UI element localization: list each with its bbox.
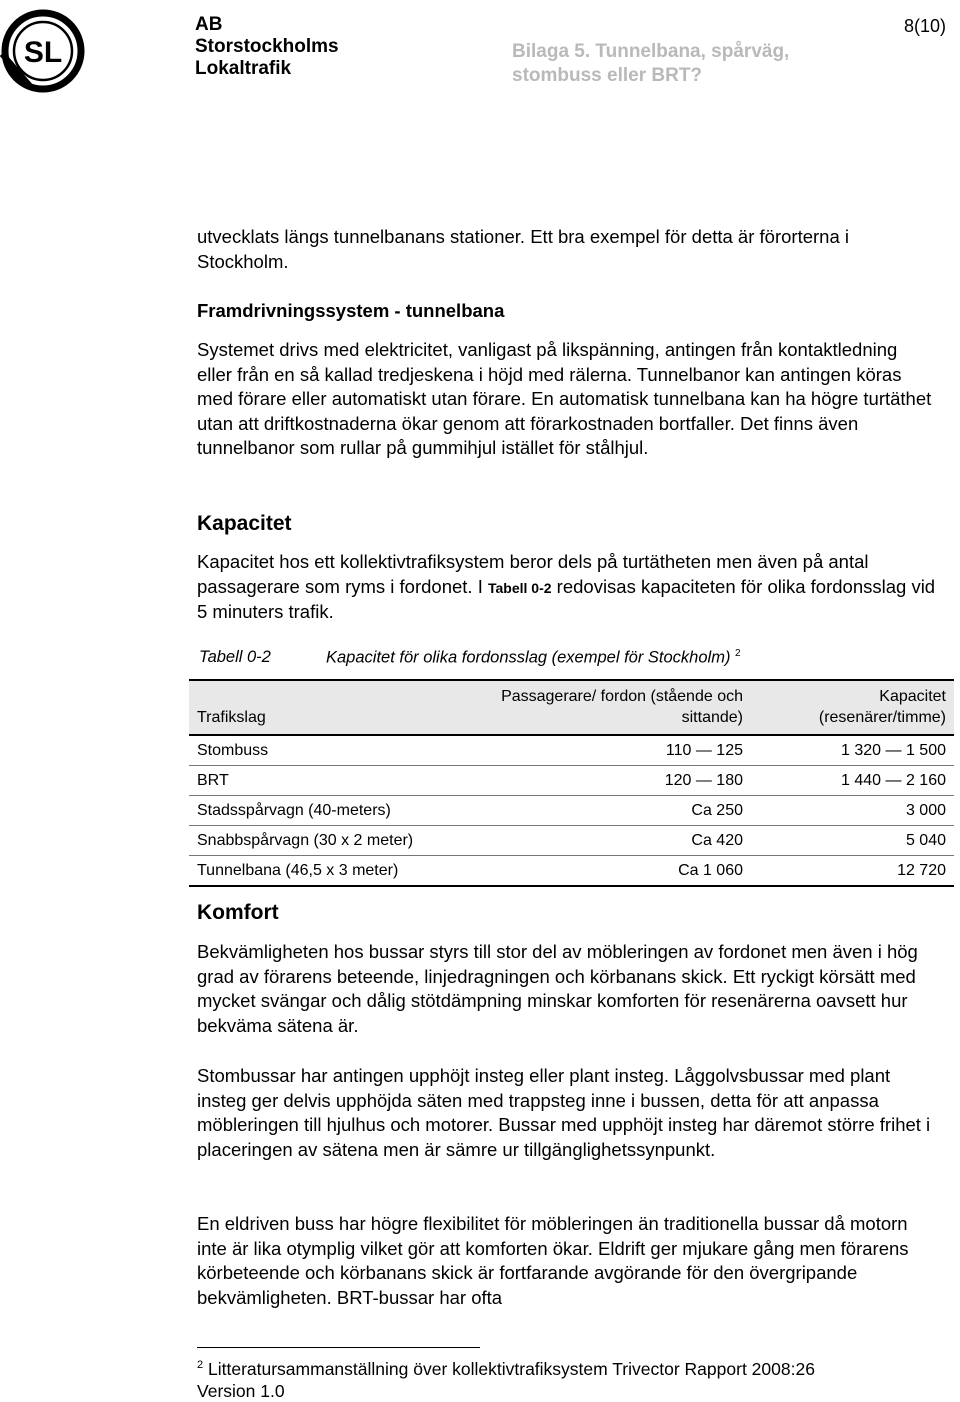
company-line: AB [195,14,223,35]
version-label: Version 1.0 [197,1381,285,1401]
capacity-table [189,679,954,887]
table-row [189,735,954,766]
table-header-row [189,680,954,735]
column-header-kapacitet: Kapacitet (resenärer/timme) [751,680,954,735]
company-line: Storstockholms [195,36,339,57]
table-row [189,796,954,826]
cell-trafikslag: Stadsspårvagn (40-meters) [189,796,465,826]
paragraph-framdrivning: Systemet drivs med elektricitet, vanligast på likspänning, antingen från kontaktledning eller från en så kallad tredjeskena i höjd med rälerna. Tunnelbanor kan antingen köras med förare eller automatiskt utan förare. En automatisk tunnelbana kan ha högre turtäthet utan att driftkostnaderna ökar genom att förarkostnaden bortfaller. Det finns även tunnelbanor som rullar på gummihjul istället för stålhjul. [197,339,932,458]
paragraph-komfort-3: En eldriven buss har högre flexibilitet för möbleringen än traditionella bussar då motorn inte är lika otymplig vilket gör att komforten ökar. Eldrift ger mjukare gång men förarens körbeteende och körbanans skick är fortfarande avgörande för den övergripande bekvämligheten. BRT-bussar har ofta [197,1213,909,1308]
paragraph-text: Kapacitet hos ett kollektivtrafiksystem beror dels på turtätheten men även på antal passagerare som ryms i fordonet. I [197,551,869,597]
sl-logo-icon [0,8,86,94]
company-name [195,14,339,80]
paragraph-kapacitet [197,550,937,625]
cell-trafikslag: BRT [189,766,465,796]
cell-passagerare: Ca 420 [465,826,751,856]
cell-trafikslag: Stombuss [189,735,465,766]
column-header-trafikslag: Trafikslag [189,680,465,735]
column-header-passagerare: Passagerare/ fordon (stående och sittande) [465,680,751,735]
sl-logo-text: SL [23,36,63,69]
cell-trafikslag: Snabbspårvagn (30 x 2 meter) [189,826,465,856]
footnote [197,1355,815,1379]
paragraph-text: redovisas kapaciteten för olika fordonsslag vid 5 minuters trafik. [197,575,936,622]
cell-kapacitet: 3 000 [751,796,954,826]
heading-komfort: Komfort [197,901,279,924]
caption-text: Kapacitet för olika fordonsslag (exempel för Stockholm) [326,648,731,667]
cell-passagerare: 110 — 125 [465,735,751,766]
paragraph-intro: utvecklats längs tunnelbanans stationer. Ett bra exempel för detta är förorterna i Stockholm. [197,226,849,272]
footnote-divider [197,1347,480,1348]
footnote-number: 2 [197,1359,204,1371]
paragraph-komfort-1: Bekvämligheten hos bussar styrs till stor del av möbleringen av fordonet men även i hög grad av förarens beteende, linjedragningen och körbanans skick. Ett ryckigt körsätt med mycket svängar och dålig stötdämpning minskar komforten för resenärerna oavsett hur bekväma sätena är. [197,941,918,1036]
document-title-line: stombuss eller BRT? [512,65,703,86]
company-line: Lokaltrafik [195,58,292,79]
table-caption-label: Tabell 0-2 [199,648,271,666]
table-row [189,766,954,796]
cell-kapacitet: 5 040 [751,826,954,856]
cell-passagerare: 120 — 180 [465,766,751,796]
cell-kapacitet: 1 320 — 1 500 [751,735,954,766]
page-number: 8(10) [903,16,946,36]
cell-passagerare: Ca 1 060 [465,856,751,887]
cell-passagerare: Ca 250 [465,796,751,826]
table-row [189,856,954,887]
cell-kapacitet: 1 440 — 2 160 [751,766,954,796]
paragraph-komfort-2: Stombussar har antingen upphöjt insteg eller plant insteg. Låggolvsbussar med plant insteg ger delvis upphöjda säten med trappsteg inne i bussen, detta för att anpassa möbleringen till hjulhus och motorer. Bussar med upphöjt insteg har däremot större frihet i placeringen av sätena men är sämre ur tillgänglighetssynpunkt. [197,1065,931,1160]
table-caption-text [326,648,741,668]
cell-kapacitet: 12 720 [751,856,954,887]
table-reference-link[interactable]: Tabell 0-2 [487,579,552,596]
footnote-marker: 2 [735,648,741,659]
table-row [189,826,954,856]
footnote-text: Litteratursammanställning över kollektivtrafiksystem Trivector Rapport 2008:26 [208,1358,815,1379]
document-title-line: Bilaga 5. Tunnelbana, spårväg, [512,41,790,62]
heading-framdrivning: Framdrivningssystem - tunnelbana [197,300,505,321]
heading-kapacitet: Kapacitet [197,512,292,535]
document-title [512,40,789,88]
cell-trafikslag: Tunnelbana (46,5 x 3 meter) [189,856,465,887]
